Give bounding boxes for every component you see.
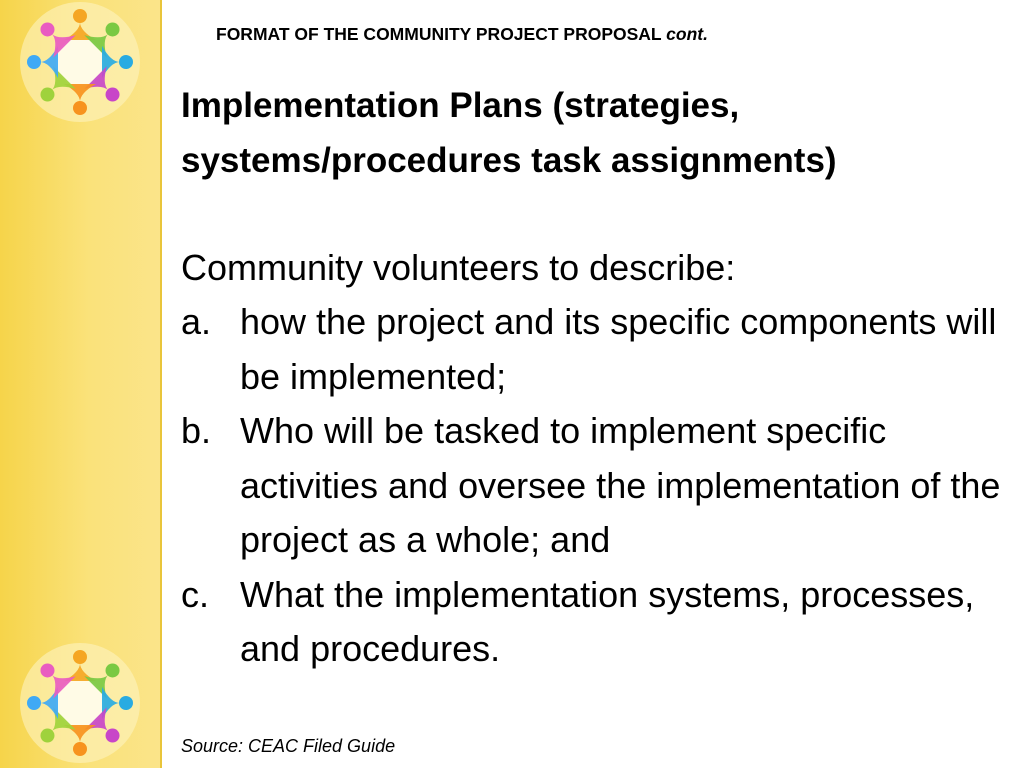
source-citation: Source: CEAC Filed Guide: [181, 736, 396, 756]
slide-header: [216, 24, 708, 45]
header-suffix: cont.: [666, 24, 708, 44]
figure-head: [73, 101, 87, 115]
list-marker: b.: [181, 410, 212, 451]
slide-title: Implementation Plans (strategies, systems/procedures task assignments): [181, 86, 837, 180]
figure-head: [73, 9, 87, 23]
list-item-text: What the implementation systems, processes, and procedures.: [240, 573, 975, 669]
figure-head: [119, 55, 133, 69]
item-list: [181, 295, 1011, 677]
figure-head: [73, 650, 87, 664]
people-circle-logo-icon: [0, 0, 160, 130]
list-item: [181, 404, 1011, 568]
people-circle-logo-icon: [0, 638, 160, 768]
list-item: [181, 295, 1011, 404]
figure-head: [27, 696, 41, 710]
figure-head: [27, 55, 41, 69]
sidebar-edge: [160, 0, 162, 768]
list-marker: a.: [181, 301, 212, 342]
list-marker: c.: [181, 573, 210, 615]
header-text: FORMAT OF THE COMMUNITY PROJECT PROPOSAL: [216, 24, 662, 44]
figure-head: [119, 696, 133, 710]
figure-head: [73, 742, 87, 756]
list-item: [181, 568, 1011, 677]
list-item-text: Who will be tasked to implement specific activities and oversee the implementation of the project as a whole; and: [240, 410, 1001, 560]
list-item-text: how the project and its specific components will be implemented;: [240, 301, 997, 397]
intro-text: Community volunteers to describe:: [181, 247, 736, 288]
